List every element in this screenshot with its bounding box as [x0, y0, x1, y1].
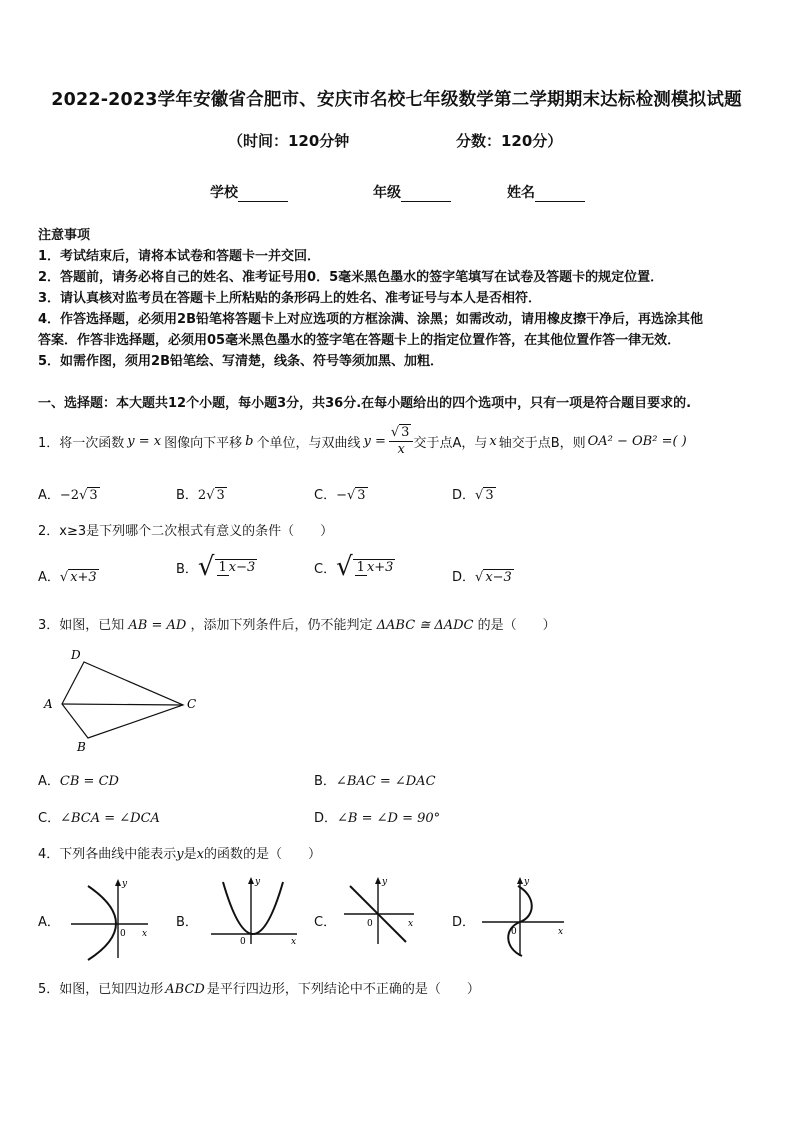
q4-text: 4．下列各曲线中能表示 — [38, 847, 177, 862]
y-axis-label: y — [122, 879, 128, 889]
option-label: D． — [314, 811, 338, 826]
q2-option-b: B． √ 1 x−3 — [176, 552, 256, 582]
q4-option-c-label: C． — [314, 915, 337, 930]
grade-label: 年级 — [373, 185, 401, 201]
option-radicand: x−3 — [485, 570, 512, 585]
y-axis-label: y — [524, 877, 530, 887]
exam-time: （时间：120分钟 — [228, 132, 350, 150]
q3-option-b — [314, 770, 436, 789]
origin-label: 0 — [367, 919, 373, 929]
option-label: A． — [38, 570, 60, 585]
notice-item: 1．考试结束后，请将本试卷和答题卡一并交回． — [38, 249, 321, 264]
notice-item: 5．如需作图，须用2B铅笔绘、写清楚，线条、符号等须加黑、加粗． — [38, 354, 443, 369]
question-2: 2．x≥3是下列哪个二次根式有意义的条件（ ） — [38, 524, 334, 539]
name-blank — [535, 187, 585, 202]
y-axis-label: y — [382, 877, 388, 887]
option-radicand: 3 — [216, 488, 225, 503]
school-blank — [238, 187, 288, 202]
notice-item: 2．答题前，请务必将自己的姓名、准考证号用0．5毫米黑色墨水的签字笔填写在试卷及答题卡的规定位置． — [38, 270, 664, 285]
x-axis-label: x — [408, 919, 414, 929]
q3-triangles: ΔABC ≅ ΔADC — [376, 618, 474, 633]
point-d-label: D — [71, 648, 81, 662]
notice-heading: 注意事项 — [38, 228, 91, 243]
question-4 — [38, 843, 321, 862]
fraction-num: 1 — [218, 559, 227, 575]
exam-score: 分数：120分） — [456, 132, 563, 150]
option-label: B． — [314, 774, 336, 789]
q3-text: 的是（ ） — [477, 618, 556, 633]
name-field — [507, 182, 585, 202]
q4-text: 的函数的是（ ） — [204, 847, 322, 862]
point-b-label: B — [77, 740, 86, 754]
grade-field — [373, 182, 451, 202]
q1-text: 交于点A，与 — [413, 435, 488, 451]
q4-graph-d — [478, 874, 570, 960]
option-text: ∠BCA = ∠DCA — [60, 811, 160, 826]
kite-outline — [62, 662, 183, 738]
q3-option-a — [38, 770, 119, 789]
q1-option-d: D．√ 3 — [452, 488, 494, 503]
point-a-label: A — [44, 697, 53, 711]
option-radicand: 3 — [357, 488, 366, 503]
notice-item: 3．请认真核对监考员在答题卡上所粘贴的条形码上的姓名、准考证号与本人是否相符． — [38, 291, 542, 306]
section-heading: 一、选择题：本大题共12个小题，每小题3分，共36分.在每小题给出的四个选项中，只有一项是符合题目要求的. — [38, 396, 692, 411]
q1-b: b — [245, 433, 254, 449]
school-field — [210, 182, 288, 202]
option-coef: − — [336, 488, 347, 503]
q4-x: x — [196, 847, 204, 862]
origin-label: 0 — [120, 929, 126, 939]
question-1 — [38, 424, 687, 458]
q1-x: x — [489, 433, 497, 449]
school-label: 学校 — [210, 185, 238, 201]
option-coef: −2 — [59, 488, 80, 503]
upward-parabola — [223, 882, 283, 934]
q5-text: 5．如图，已知四边形 — [38, 982, 164, 997]
point-c-label: C — [187, 697, 197, 711]
q2-option-d: D．√ x−3 — [452, 570, 512, 585]
q3-option-d — [314, 807, 440, 826]
option-label: B． — [176, 561, 198, 577]
option-text: ∠B = ∠D = 90° — [337, 811, 441, 826]
q4-option-a-label: A． — [38, 915, 60, 930]
q5-text: 是平行四边形，下列结论中不正确的是（ ） — [206, 982, 480, 997]
grade-blank — [401, 187, 451, 202]
origin-label: 0 — [240, 937, 246, 947]
q4-y: y — [176, 847, 184, 862]
name-label: 姓名 — [507, 185, 535, 201]
notice-item: 4．作答选择题，必须用2B铅笔将答题卡上对应选项的方框涂满、涂黑；如需改动，请用橡皮擦干净后，再选涂其他 — [38, 312, 704, 327]
q1-text: 个单位，与双曲线 — [256, 435, 361, 451]
origin-label: 0 — [511, 927, 517, 937]
q1-text: 轴交于点B，则 — [498, 435, 586, 451]
q3-text: 3．如图，已知 — [38, 618, 125, 633]
q1-expression: OA² − OB² =( ) — [587, 433, 687, 449]
option-label: D． — [452, 570, 476, 585]
q3-option-c — [38, 807, 160, 826]
q3-text: ，添加下列条件后，仍不能判定 — [190, 618, 373, 633]
q5-quadrilateral: ABCD — [165, 982, 205, 997]
q4-graph-c — [340, 874, 420, 948]
fraction-den: x+3 — [366, 559, 394, 575]
q1-hyperbola-num: 3 — [401, 425, 410, 440]
option-radicand: x+3 — [70, 570, 97, 585]
q1-option-a: A．−2√ 3 — [38, 488, 98, 503]
kite-figure — [40, 645, 210, 757]
option-text: ∠BAC = ∠DAC — [335, 774, 436, 789]
option-radicand: 3 — [485, 488, 494, 503]
q2-option-c: C． √ 1 x+3 — [314, 552, 394, 582]
fraction-den: x−3 — [228, 559, 256, 575]
notice-item: 答案．作答非选择题，必须用05毫米黑色墨水的签字笔在答题卡上的指定位置作答，在其他位置作答一律无效． — [38, 333, 681, 348]
q2-option-a: A．√ x+3 — [38, 570, 97, 585]
fraction-num: 1 — [356, 559, 365, 575]
q1-hyperbola-y: y = — [363, 433, 386, 449]
q4-option-d-label: D． — [452, 915, 476, 930]
option-label: C． — [38, 811, 61, 826]
q1-function: y = x — [127, 433, 162, 449]
q1-text: 图像向下平移 — [164, 435, 243, 451]
option-label: A． — [38, 488, 60, 503]
q4-text: 是 — [183, 847, 197, 862]
y-axis-label: y — [255, 877, 261, 887]
question-5 — [38, 978, 480, 997]
q4-graph-a — [66, 876, 156, 962]
q1-option-b: B．2√ 3 — [176, 488, 225, 503]
x-axis-label: x — [291, 937, 297, 947]
option-text: CB = CD — [59, 774, 119, 789]
diagonal-ac — [62, 704, 183, 705]
option-label: C． — [314, 488, 337, 503]
option-coef: 2 — [197, 488, 207, 503]
sideways-parabola — [88, 886, 116, 960]
q4-graph-b — [207, 874, 303, 948]
page-title: 2022-2023学年安徽省合肥市、安庆市名校七年级数学第二学期期末达标检测模拟试题 — [51, 90, 742, 110]
option-fraction — [353, 559, 396, 576]
option-fraction — [215, 559, 258, 576]
option-radicand: 3 — [89, 488, 98, 503]
q3-condition: AB = AD — [128, 618, 187, 633]
q1-hyperbola-fraction: $\frac{√ 3}{x}$ — [389, 424, 414, 458]
option-label: B． — [176, 488, 198, 503]
x-axis-label: x — [558, 927, 564, 937]
q1-text: 1．将一次函数 — [38, 435, 125, 451]
question-3 — [38, 614, 556, 633]
option-label: D． — [452, 488, 476, 503]
option-label: C． — [314, 561, 337, 577]
x-axis-label: x — [142, 929, 148, 939]
option-label: A． — [38, 774, 60, 789]
q4-option-b-label: B． — [176, 915, 198, 930]
q1-hyperbola-den: x — [397, 442, 405, 457]
q1-option-c: C．−√ 3 — [314, 488, 366, 503]
